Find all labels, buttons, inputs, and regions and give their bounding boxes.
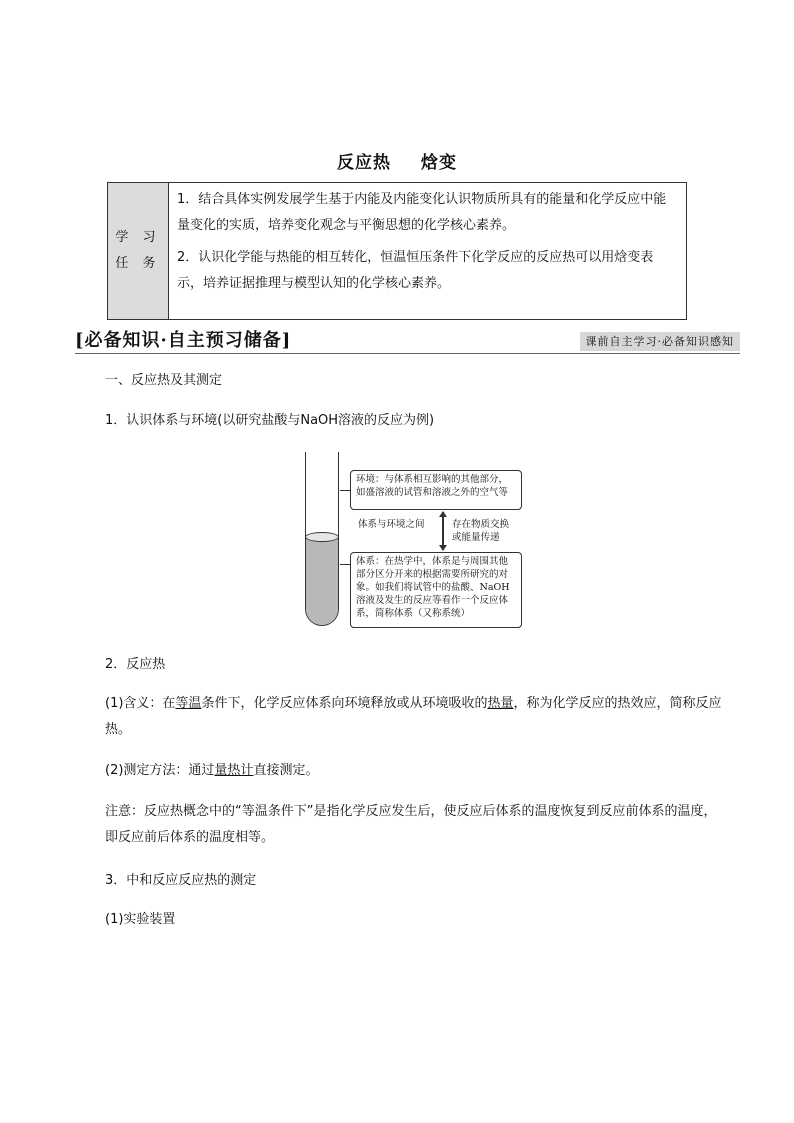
arrow-up-icon (439, 511, 447, 517)
page-title: 反应热 焓变 (337, 153, 457, 173)
section-header (75, 326, 740, 354)
paragraph: 1．认识体系与环境(以研究盐酸与NaOH溶液的反应为例) (105, 413, 435, 428)
exchange-label: 存在物质交换 或能量传递 (452, 519, 510, 543)
learning-task-table (107, 182, 687, 320)
paragraph-note: 注意：反应热概念中的“等温条件下”是指化学反应发生后，使反应后体系的温度恢复到反应前体系的温度，即反应前后体系的温度相等。 (105, 804, 717, 845)
heading-reaction-heat: 一、反应热及其测定 (105, 373, 223, 388)
system-environment-diagram (300, 452, 530, 630)
arrow-down-icon (439, 545, 447, 551)
task-item: 2．认识化学能与热能的相互转化，恒温恒压条件下化学反应的反应热可以用焓变表示，培养证据推理与模型认知的化学核心素养。 (177, 250, 654, 291)
interface-label: 体系与环境之间 (358, 519, 425, 530)
paragraph: 2．反应热 (105, 657, 166, 672)
system-box: 体系：在热学中，体系是与周围其他部分区分开来的根据需要所研究的对象。如我们将试管中的盐酸、NaOH溶液及发生的反应等看作一个反应体系，简称体系（又称系统） (350, 552, 522, 628)
paragraph-method: (2)测定方法：通过量热计直接测定。 (105, 763, 319, 778)
task-item: 1．结合具体实例发展学生基于内能及内能变化认识物质所具有的能量和化学反应中能量变化的实质，培养变化观念与平衡思想的化学核心素养。 (177, 192, 667, 233)
pointer-line (340, 564, 350, 565)
task-table-header: 学 习 任 务 (108, 183, 169, 319)
solution-surface (305, 532, 339, 542)
paragraph: 3．中和反应反应热的测定 (105, 873, 257, 888)
section-tag: 课前自主学习·必备知识感知 (580, 332, 741, 351)
section-title: [必备知识·自主预习储备] (75, 330, 292, 351)
solution (306, 537, 338, 625)
task-table-body (169, 183, 686, 319)
pointer-line (340, 490, 350, 491)
paragraph: (1)实验装置 (105, 912, 176, 927)
paragraph-definition: (1)含义：在等温条件下，化学反应体系向环境释放或从环境吸收的热量，称为化学反应的热效应，简称反应热。 (105, 696, 722, 737)
environment-box: 环境：与体系相互影响的其他部分，如盛溶液的试管和溶液之外的空气等 (350, 470, 522, 510)
